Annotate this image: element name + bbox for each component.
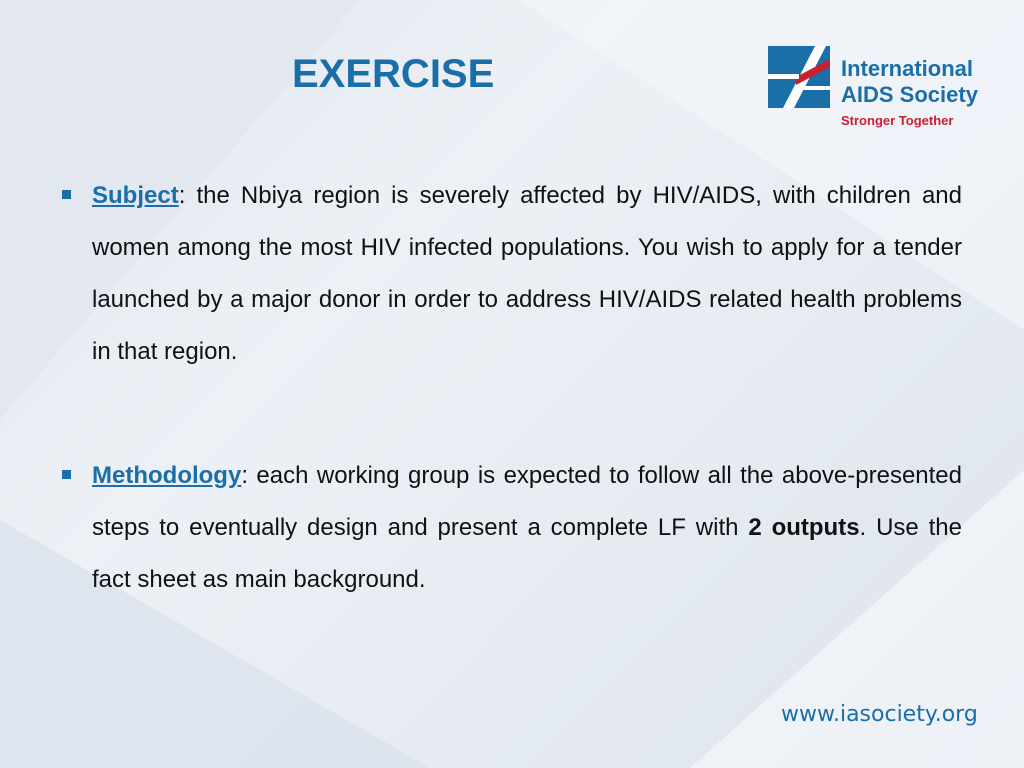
logo-tagline: Stronger Together: [841, 113, 954, 128]
methodology-text-after: . Use the fact sheet as main background.: [92, 514, 962, 593]
subject-text: : the Nbiya region is severely affected by HIV/AIDS, with children and women among the most HIV infected populations. You wish to apply for a tender launched by a major donor in order to address HIV/AIDS related health problems in that region.: [92, 182, 962, 365]
slide-title: EXERCISE: [292, 52, 495, 96]
methodology-text-before: : each working group is expected to follow all the above-presented steps to eventually design and present a complete LF with: [92, 462, 962, 541]
slide-content: [62, 170, 962, 606]
bullet-subject: [62, 170, 962, 378]
ias-logo-mark-icon: [768, 46, 830, 108]
square-bullet-icon: [62, 190, 71, 199]
ias-logo: [768, 44, 998, 134]
logo-line-2: AIDS Society: [841, 82, 978, 107]
bullet-methodology: [62, 450, 962, 606]
square-bullet-icon: [62, 470, 71, 479]
methodology-emphasis: 2 outputs: [748, 514, 860, 541]
methodology-label: Methodology: [92, 462, 242, 489]
logo-text: [841, 56, 978, 108]
subject-label: Subject: [92, 182, 179, 209]
logo-line-1: International: [841, 56, 974, 81]
website-url: www.iasociety.org: [781, 702, 978, 727]
